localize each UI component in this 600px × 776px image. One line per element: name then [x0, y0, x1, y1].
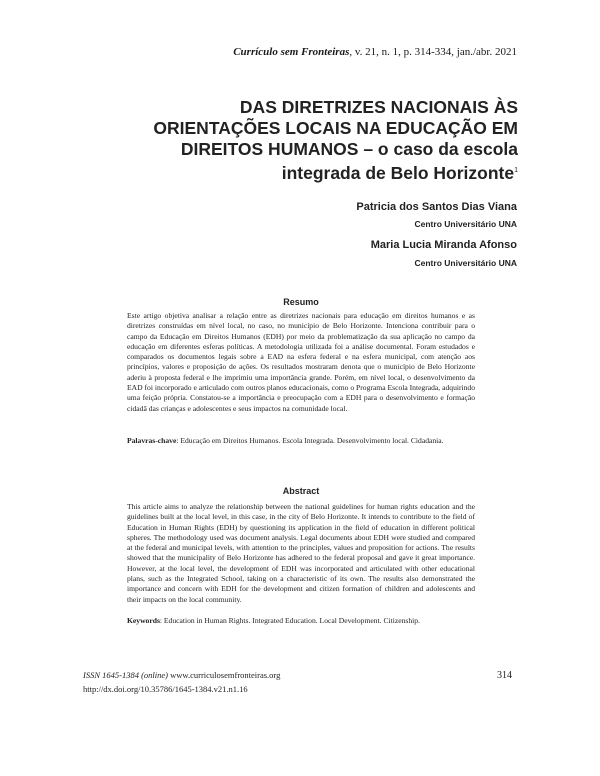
author-name-2: Maria Lucia Miranda Afonso — [370, 239, 517, 251]
abstract-keywords — [127, 616, 475, 626]
article-title — [98, 97, 518, 184]
title-line-2: ORIENTAÇÕES LOCAIS NA EDUCAÇÃO EM — [153, 118, 518, 138]
keywords-label-pt: Palavras-chave — [127, 436, 177, 445]
journal-name: Currículo sem Fronteiras — [233, 46, 350, 58]
author-name-1: Patricia dos Santos Dias Viana — [356, 201, 517, 213]
footnote-mark: 1 — [514, 167, 518, 174]
resumo-heading: Resumo — [283, 297, 319, 307]
running-header — [233, 46, 517, 58]
abstract-heading: Abstract — [282, 486, 320, 496]
footer-issn-line — [83, 670, 280, 680]
keywords-label-en: Keywords — [127, 616, 160, 625]
resumo-text: Este artigo objetiva analisar a relação entre as diretrizes nacionais para educação em direitos humanos e as diretrizes construídas em nível local, no caso, no município de Belo Horizonte. Intenciona contribuir para o campo da Educação em Direitos Humanos (EDH) por meio da problematização da sua aplicação no campo da educação em diferentes esferas políticas. A metodologia utilizada foi a análise documental. Foram estudados e comparados os documentos legais sobre a EAD na esfera federal e na esfera municipal, com atenção aos princípios, valores e proposição de ações. Os resultados mostraram denota que o município de Belo Horizonte aderiu à proposta federal e lhe imprimiu uma importância grande. Porém, em nível local, o desenvolvimento da EAD foi incorporado e articulado com outros planos educacionais, como o Programa Escola Integrada, adquirindo uma feição própria. Constatou-se a importância e preocupação com a EDH para o desenvolvimento e formação cidadã das crianças e adolescentes e seus impactos na comunidade local. — [127, 311, 475, 413]
author-affiliation-1: Centro Universitário UNA — [414, 219, 517, 229]
title-line-1: DAS DIRETRIZES NACIONAIS ÀS — [239, 97, 518, 117]
keywords-pt: : Educação em Direitos Humanos. Escola Integrada. Desenvolvimento local. Cidadania. — [176, 436, 444, 445]
doi-link[interactable]: http://dx.doi.org/10.35786/1645-1384.v21.n1.16 — [83, 684, 248, 694]
abstract-text: This article aims to analyze the relationship between the national guidelines for human rights education and the guidelines built at the local level, in this case, in the city of Belo Horizonte. It intends to contribute to the field of Education in Human Rights (EDH) by questioning its application in the field of education in different political spheres. The methodology used was document analysis. Legal documents about EDH were studied and compared at the federal and municipal levels, with attention to the principles, values and proposition for actions. The results showed that the municipality of Belo Horizonte has adhered to the federal proposal and gave it great importance. However, at the local level, the development of EDH was incorporated and articulated with other educational plans, such as the Integrated School, taking on a characteristic of its own. The results also demonstrated the importance and concern with EDH for the development and citizen formation of children and adolescents and their impacts on the local community. — [127, 502, 475, 604]
resumo-keywords — [127, 436, 475, 446]
author-affiliation-2: Centro Universitário UNA — [414, 258, 517, 268]
page-number: 314 — [497, 670, 512, 681]
issn: ISSN 1645-1384 (online) — [83, 670, 168, 680]
title-line-3: DIREITOS HUMANOS – o caso da escola — [180, 139, 518, 159]
title-line-4: integrada de Belo Horizonte — [281, 163, 515, 183]
citation-info: , v. 21, n. 1, p. 314-334, jan./abr. 2021 — [349, 46, 517, 58]
journal-website-link[interactable]: www.curriculosemfronteiras.org — [168, 670, 281, 680]
keywords-en: : Education in Human Rights. Integrated Education. Local Development. Citizenship. — [159, 616, 420, 625]
